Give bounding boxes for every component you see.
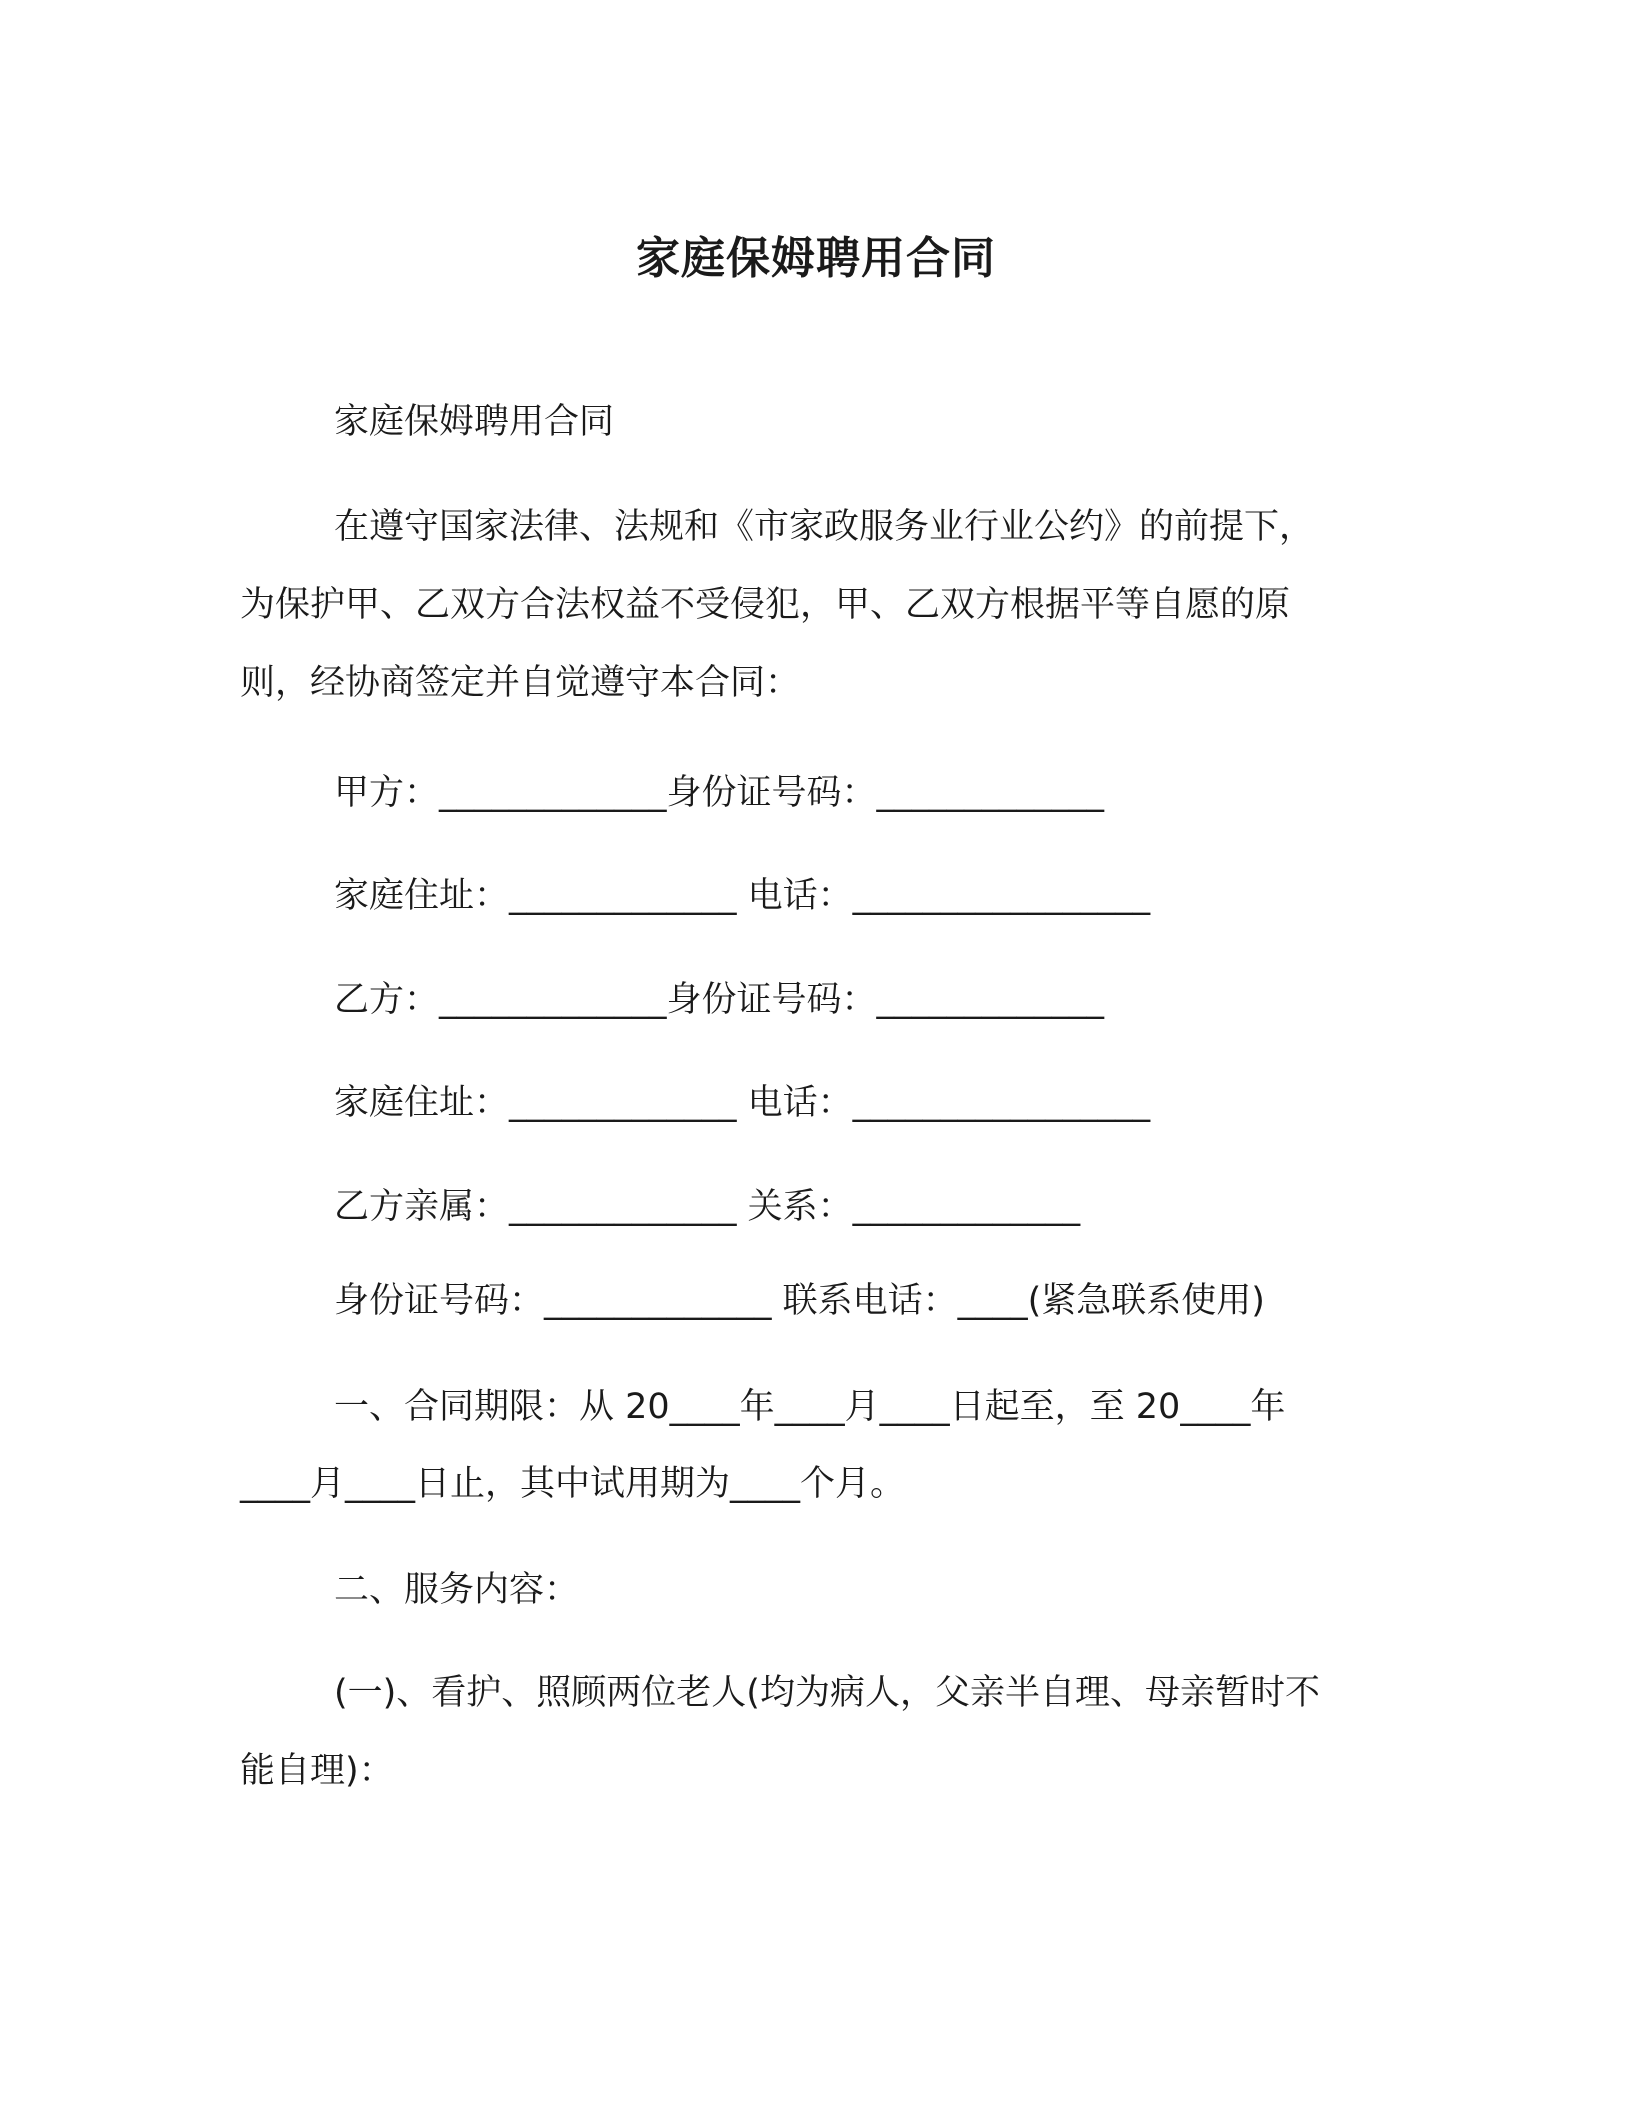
party-b-relative-line: 乙方亲属：_____________ 关系：_____________ [334, 1187, 1081, 1227]
service-item-line-1: (一)、看护、照顾两位老人(均为病人，父亲半自理、母亲暂时不 [334, 1673, 1320, 1713]
intro-line-3: 则，经协商签定并自觉遵守本合同： [240, 663, 801, 703]
intro-line-2: 为保护甲、乙双方合法权益不受侵犯，甲、乙双方根据平等自愿的原 [240, 585, 1291, 625]
party-a-address-line: 家庭住址：_____________ 电话：_________________ [334, 876, 1151, 916]
term-line-2: ____月____日止，其中试用期为____个月。 [240, 1464, 906, 1504]
party-b-line: 乙方：_____________身份证号码：_____________ [334, 980, 1105, 1020]
term-line-1: 一、合同期限：从 20____年____月____日起至，至 20____年 [334, 1387, 1286, 1427]
relative-id-line: 身份证号码：_____________ 联系电话：____(紧急联系使用) [334, 1281, 1265, 1321]
party-b-address-line: 家庭住址：_____________ 电话：_________________ [334, 1083, 1151, 1123]
party-a-line: 甲方：_____________身份证号码：_____________ [334, 773, 1105, 813]
document-title: 家庭保姆聘用合同 [636, 233, 996, 284]
document-subtitle: 家庭保姆聘用合同 [334, 402, 615, 442]
intro-line-1: 在遵守国家法律、法规和《市家政服务业行业公约》的前提下， [334, 507, 1315, 547]
service-heading: 二、服务内容： [334, 1570, 580, 1610]
service-item-line-2: 能自理)： [240, 1751, 394, 1791]
